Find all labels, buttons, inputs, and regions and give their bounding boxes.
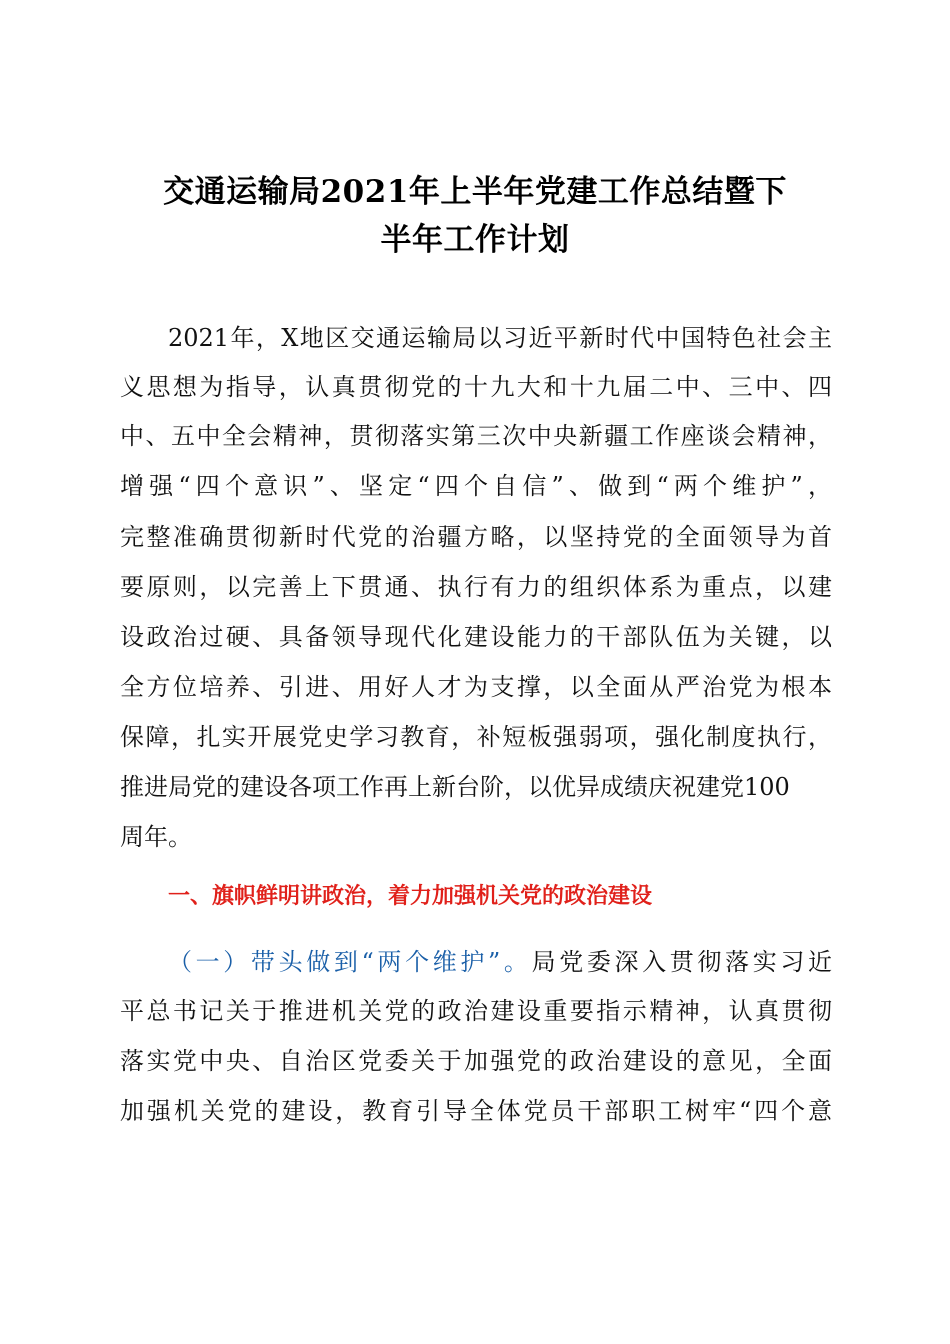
paragraph-line: 周年。 <box>120 823 192 851</box>
paragraph-line: 2021年，X地区交通运输局以习近平新时代中国特色社会主 <box>168 324 832 352</box>
subsection-label: （一）带头做到“两个维护”。 <box>168 948 532 976</box>
document-title-line-1: 交通运输局2021年上半年党建工作总结暨下 <box>163 174 787 210</box>
subsection-text: 局党委深入贯彻落实习近 <box>531 948 833 976</box>
paragraph-line: 增强“四个意识”、坚定“四个自信”、做到“两个维护”， <box>120 472 832 500</box>
section-heading: 一、旗帜鲜明讲政治，着力加强机关党的政治建设 <box>168 884 653 909</box>
paragraph-line: 义思想为指导，认真贯彻党的十九大和十九届二中、三中、四 <box>120 373 832 401</box>
paragraph-line <box>168 947 832 977</box>
paragraph-line: 全方位培养、引进、用好人才为支撑，以全面从严治党为根本 <box>120 673 832 701</box>
paragraph-line: 保障，扎实开展党史学习教育，补短板强弱项，强化制度执行， <box>120 723 832 751</box>
paragraph-line: 加强机关党的建设，教育引导全体党员干部职工树牢“四个意 <box>120 1097 832 1125</box>
paragraph-line: 落实党中央、自治区党委关于加强党的政治建设的意见，全面 <box>120 1047 832 1075</box>
paragraph-line: 设政治过硬、具备领导现代化建设能力的干部队伍为关键，以 <box>120 623 832 651</box>
document-title-line-2: 半年工作计划 <box>380 222 570 258</box>
paragraph-line: 完整准确贯彻新时代党的治疆方略，以坚持党的全面领导为首 <box>120 523 832 551</box>
paragraph-line: 平总书记关于推进机关党的政治建设重要指示精神，认真贯彻 <box>120 997 832 1025</box>
paragraph-line: 要原则，以完善上下贯通、执行有力的组织体系为重点，以建 <box>120 573 832 601</box>
paragraph-line: 推进局党的建设各项工作再上新台阶，以优异成绩庆祝建党100 <box>120 773 790 801</box>
paragraph-line: 中、五中全会精神，贯彻落实第三次中央新疆工作座谈会精神， <box>120 422 832 450</box>
